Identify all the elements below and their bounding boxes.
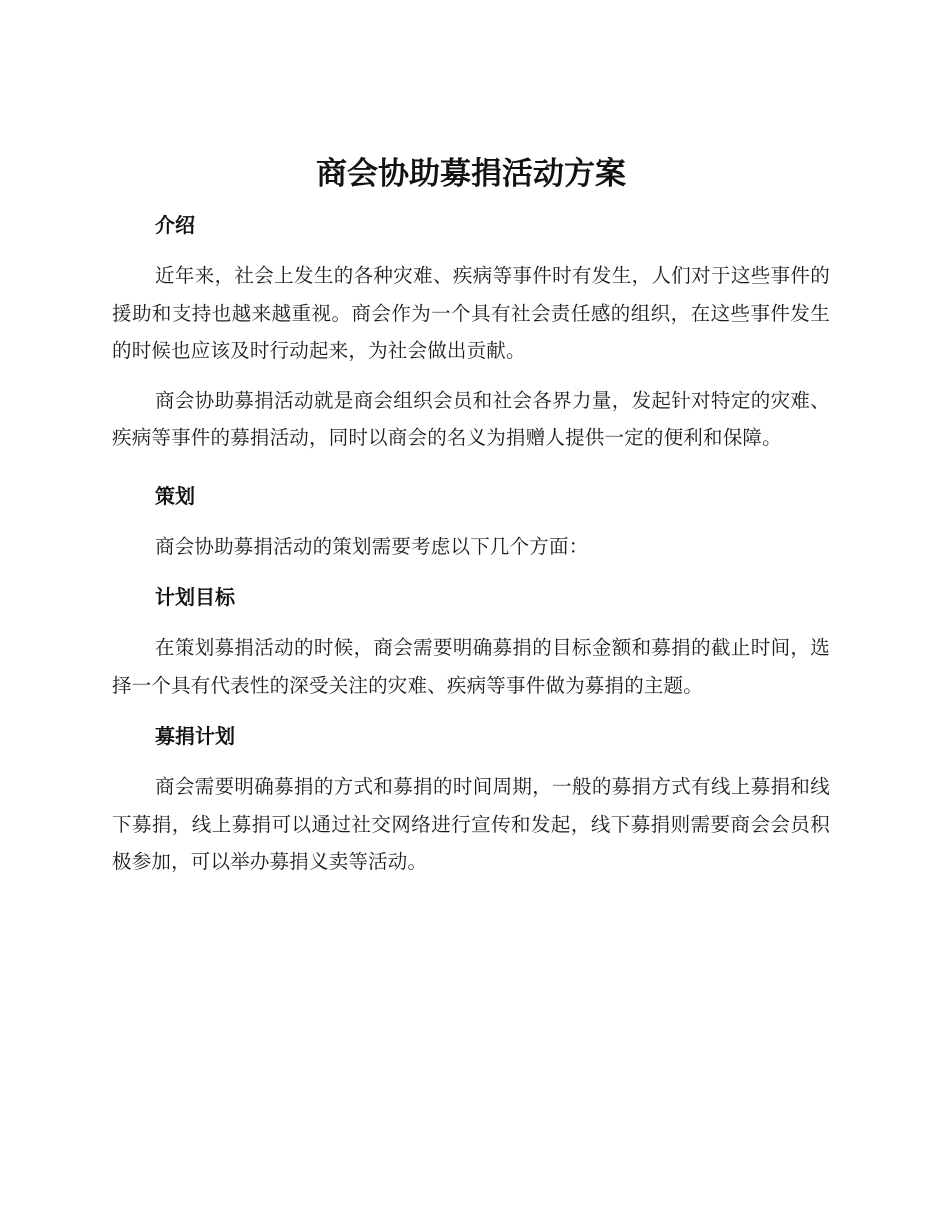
section-heading-plan-goals: 计划目标 — [155, 585, 235, 609]
section-fundraising-plan — [112, 721, 830, 881]
introduction-paragraph-1: 近年来，社会上发生的各种灾难、疾病等事件时有发生，人们对于这些事件的援助和支持也越来越重视。商会作为一个具有社会责任感的组织，在这些事件发生的时候也应该及时行动起来，为社会做出贡献。 — [112, 264, 830, 362]
planning-paragraph-1: 商会协助募捐活动的策划需要考虑以下几个方面： — [155, 534, 589, 558]
document-title: 商会协助募捐活动方案 — [316, 156, 626, 192]
plan-goals-paragraph-1: 在策划募捐活动的时候，商会需要明确募捐的目标金额和募捐的截止时间，选择一个具有代表性的深受关注的灾难、疾病等事件做为募捐的主题。 — [112, 636, 830, 697]
section-plan-goals — [112, 582, 830, 704]
section-introduction — [112, 210, 830, 457]
section-heading-planning: 策划 — [155, 483, 195, 508]
document-page — [112, 150, 830, 881]
section-planning — [112, 481, 830, 566]
introduction-paragraph-2: 商会协助募捐活动就是商会组织会员和社会各界力量，发起针对特定的灾难、疾病等事件的募捐活动，同时以商会的名义为捐赠人提供一定的便利和保障。 — [112, 388, 830, 449]
section-heading-introduction: 介绍 — [155, 213, 195, 237]
section-heading-fundraising-plan: 募捐计划 — [155, 724, 235, 748]
fundraising-plan-paragraph-1: 商会需要明确募捐的方式和募捐的时间周期，一般的募捐方式有线上募捐和线下募捐，线上募捐可以通过社交网络进行宣传和发起，线下募捐则需要商会会员积极参加，可以举办募捐义卖等活动。 — [112, 775, 830, 873]
